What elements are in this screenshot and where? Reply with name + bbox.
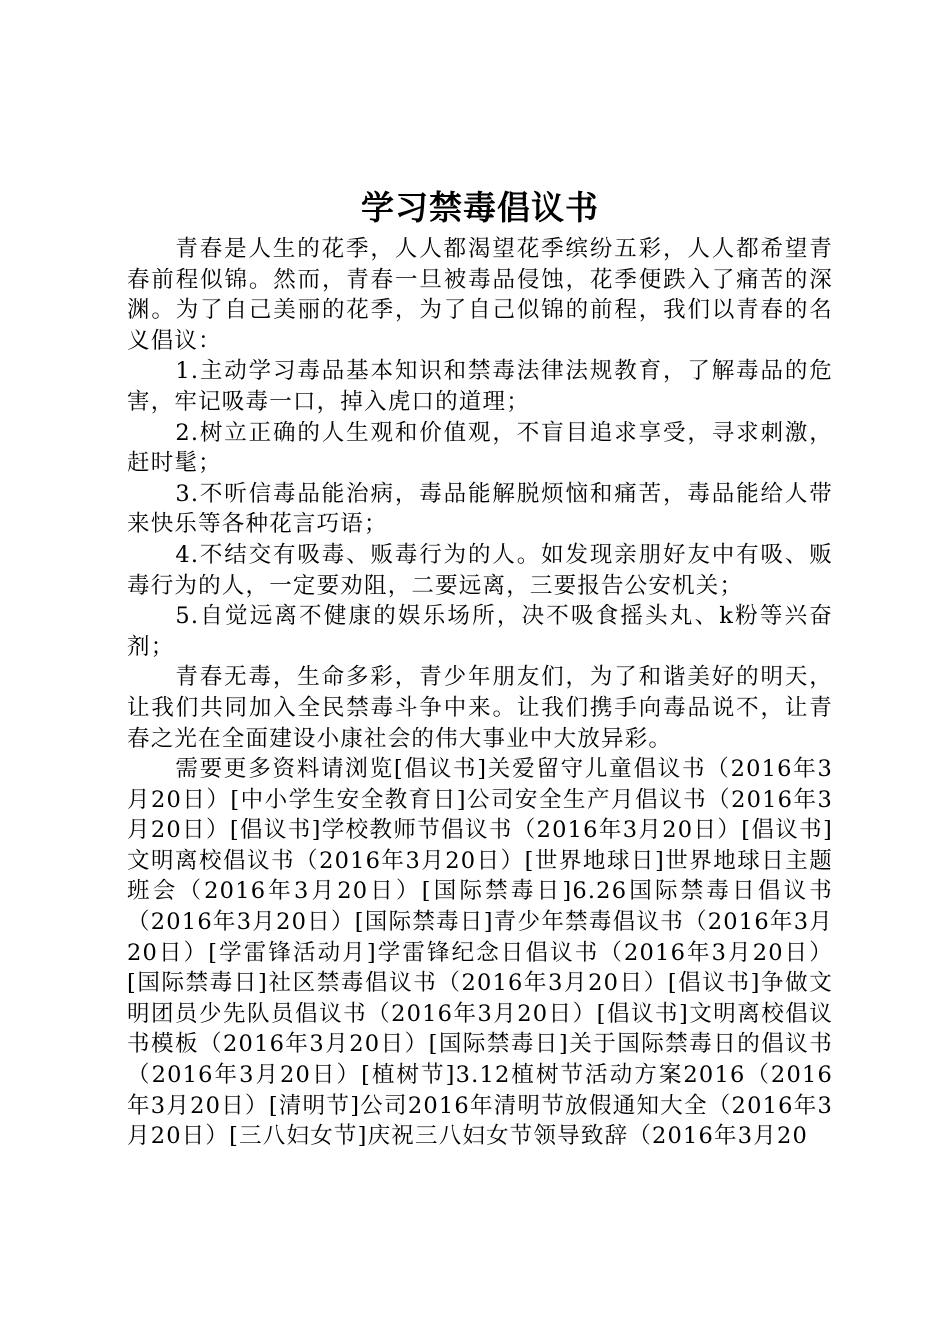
proposal-item-4: 4.不结交有吸毒、贩毒行为的人。如发现亲朋好友中有吸、贩毒行为的人，一定要劝阻，二要远离，三要报告公安机关； — [127, 541, 833, 599]
proposal-item-1: 1.主动学习毒品基本知识和禁毒法律法规教育，了解毒品的危害，牢记吸毒一口，掉入虎口的道理； — [127, 358, 833, 415]
more-resources-paragraph: 需要更多资料请浏览[倡议书]关爱留守儿童倡议书（2016年3月20日）[中小学生安全教育日]公司安全生产月倡议书（2016年3月20日）[倡议书]学校教师节倡议书（2016年3月20日）[倡议书]文明离校倡议书（2016年3月20日）[世界地球日]世界地球日主题班会（2016年3月20日）[国际禁毒日]6.26国际禁毒日倡议书（2016年3月20日）[国际禁毒日]青少年禁毒倡议书（2016年3月20日）[学雷锋活动月]学雷锋纪念日倡议书（2016年3月20日）[国际禁毒日]社区禁毒倡议书（2016年3月20日）[倡议书]争做文明团员少先队员倡议书（2016年3月20日）[倡议书]文明离校倡议书模板（2016年3月20日）[国际禁毒日]关于国际禁毒日的倡议书（2016年3月20日）[植树节]3.12植树节活动方案2016（2016年3月20日）[清明节]公司2016年清明节放假通知大全（2016年3月20日）[三八妇女节]庆祝三八妇女节领导致辞（2016年3月20 — [127, 756, 833, 1150]
proposal-item-2: 2.树立正确的人生观和价值观，不盲目追求享受，寻求刺激，赶时髦； — [127, 419, 833, 477]
intro-paragraph: 青春是人生的花季，人人都渴望花季缤纷五彩，人人都希望青春前程似锦。然而，青春一旦被毒品侵蚀，花季便跌入了痛苦的深渊。为了自己美丽的花季，为了自己似锦的前程，我们以青春的名义倡议： — [127, 236, 833, 354]
document-body — [127, 234, 833, 1152]
closing-paragraph: 青春无毒，生命多彩，青少年朋友们，为了和谐美好的明天，让我们共同加入全民禁毒斗争中来。让我们携手向毒品说不，让青春之光在全面建设小康社会的伟大事业中大放异彩。 — [127, 664, 833, 752]
proposal-item-3: 3.不听信毒品能治病，毒品能解脱烦恼和痛苦，毒品能给人带来快乐等各种花言巧语； — [127, 480, 833, 538]
document-title: 学习禁毒倡议书 — [361, 188, 599, 227]
proposal-item-5: 5.自觉远离不健康的娱乐场所，决不吸食摇头丸、k粉等兴奋剂； — [127, 603, 833, 660]
